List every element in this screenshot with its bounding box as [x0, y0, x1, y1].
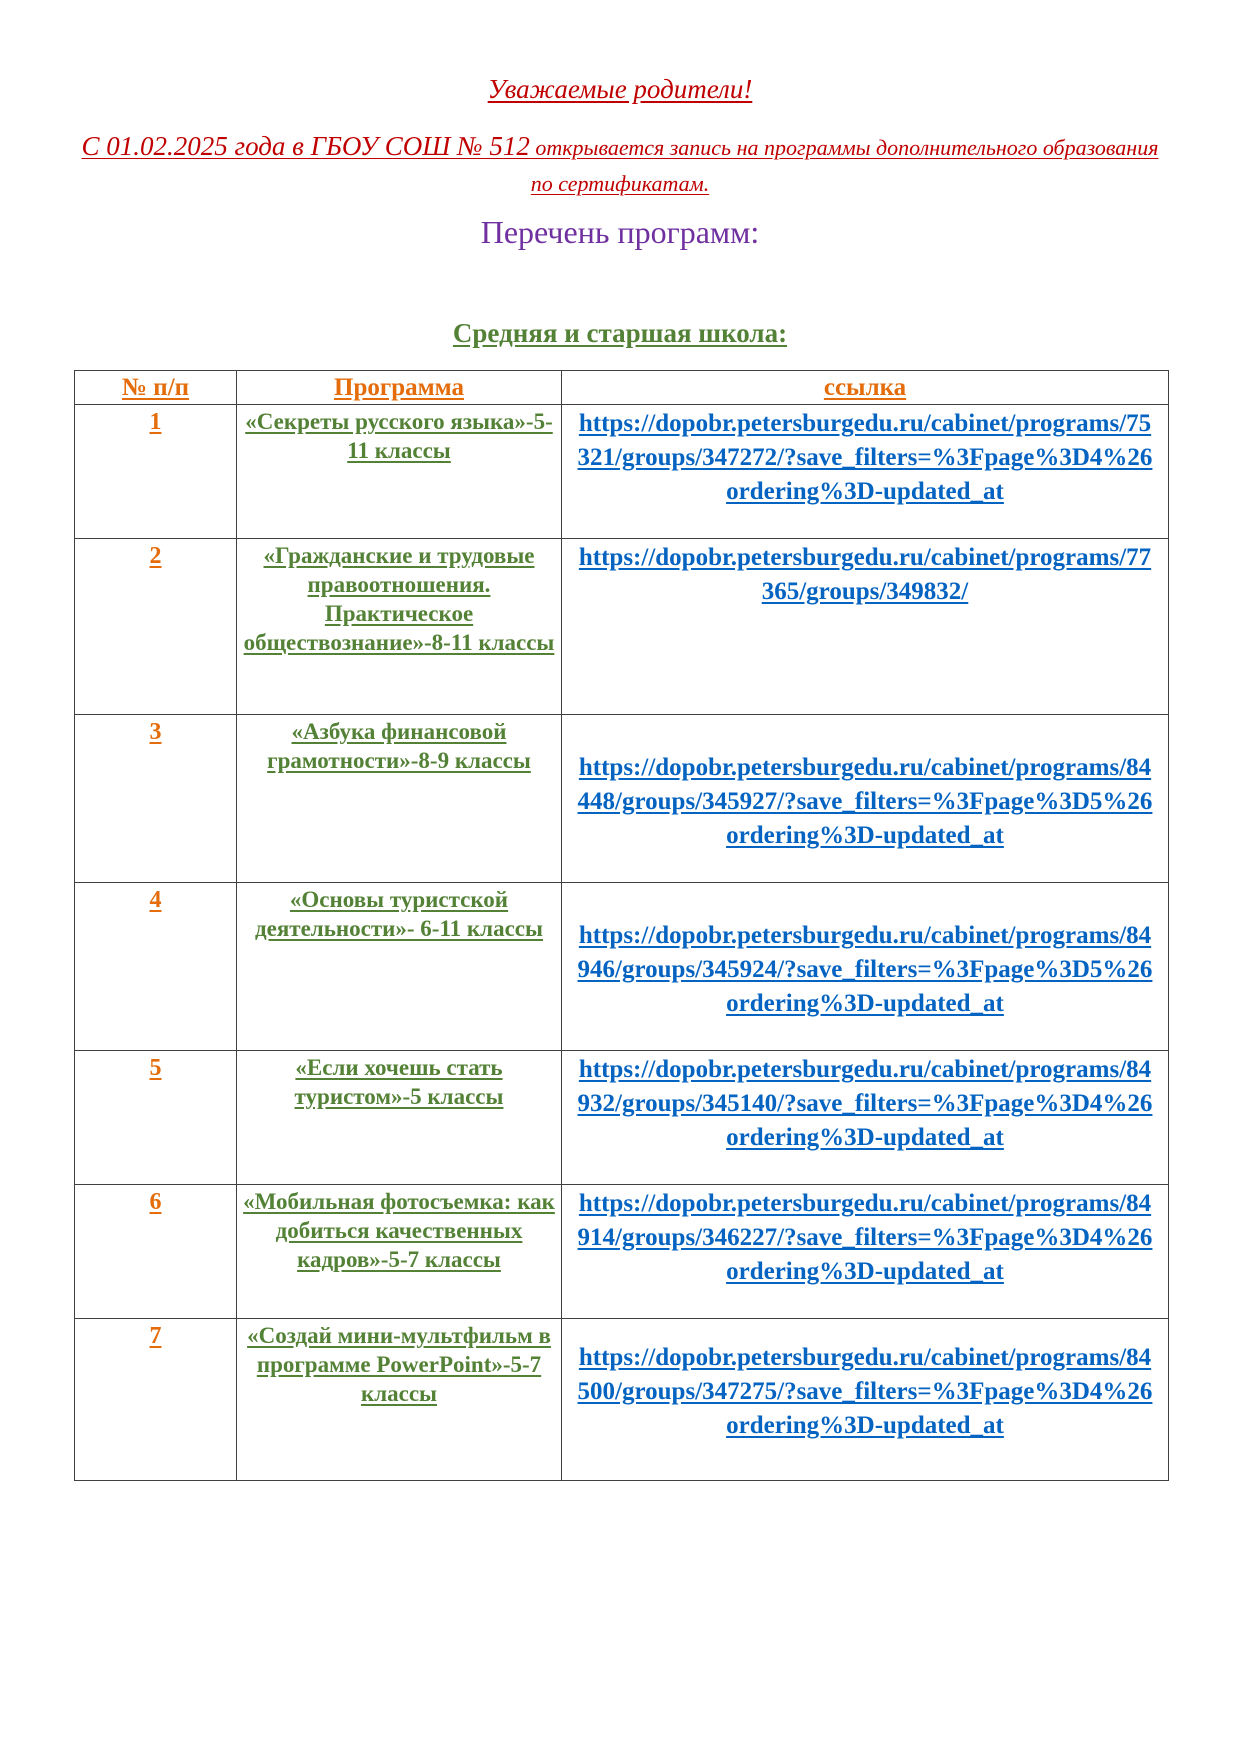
row-number: 4 [149, 887, 162, 913]
program-link-cell [562, 1185, 1169, 1319]
row-number-cell [75, 1319, 237, 1481]
program-link[interactable]: https://dopobr.petersburgedu.ru/cabinet/programs/84500/groups/347275/?save_filters=%3Fpage%3D4%26ordering%3D-updated_at [577, 1344, 1153, 1439]
table-row [75, 539, 1169, 715]
table-row [75, 1051, 1169, 1185]
program-name: «Основы туристской деятельности»- 6-11 классы [255, 887, 543, 941]
column-header-program: Программа [237, 371, 562, 405]
program-link-cell [562, 715, 1169, 883]
program-name-cell [237, 883, 562, 1051]
row-number: 5 [149, 1055, 162, 1081]
program-name: «Азбука финансовой грамотности»-8-9 классы [267, 719, 531, 773]
table-row [75, 883, 1169, 1051]
row-number-cell [75, 1185, 237, 1319]
program-name-cell [237, 1319, 562, 1481]
program-list-title: Перечень программ: [480, 214, 760, 250]
program-name: «Мобильная фотосъемка: как добиться качественных кадров»-5-7 классы [243, 1189, 555, 1272]
row-number: 2 [149, 543, 162, 569]
link-spacer [574, 717, 1156, 751]
program-name: «Если хочешь стать туристом»-5 классы [294, 1055, 504, 1109]
row-number-cell [75, 539, 237, 715]
row-number: 7 [149, 1323, 162, 1349]
link-spacer [574, 1321, 1156, 1341]
row-number-cell [75, 405, 237, 539]
row-number-cell [75, 715, 237, 883]
program-link-cell [562, 405, 1169, 539]
row-number-cell [75, 1051, 237, 1185]
section-title: Средняя и старшая школа: [452, 318, 788, 348]
program-name: «Создай мини-мультфильм в программе PowerPoint»-5-7 классы [247, 1323, 551, 1406]
programs-table [74, 370, 1169, 1481]
link-spacer [574, 885, 1156, 919]
program-link-cell [562, 883, 1169, 1051]
column-header-link: ссылка [562, 371, 1169, 405]
row-number: 6 [149, 1189, 162, 1215]
program-link[interactable]: https://dopobr.petersburgedu.ru/cabinet/programs/84946/groups/345924/?save_filters=%3Fpage%3D5%26ordering%3D-updated_at [577, 922, 1153, 1017]
table-row [75, 1319, 1169, 1481]
intro-paragraph [80, 130, 1160, 203]
row-number-cell [75, 883, 237, 1051]
program-link[interactable]: https://dopobr.petersburgedu.ru/cabinet/programs/84914/groups/346227/?save_filters=%3Fpage%3D4%26ordering%3D-updated_at [577, 1190, 1153, 1285]
greeting-heading: Уважаемые родители! [487, 74, 753, 104]
program-link[interactable]: https://dopobr.petersburgedu.ru/cabinet/programs/84932/groups/345140/?save_filters=%3Fpage%3D4%26ordering%3D-updated_at [577, 1056, 1153, 1151]
table-row [75, 1185, 1169, 1319]
program-name-cell [237, 539, 562, 715]
program-name-cell [237, 1185, 562, 1319]
column-header-number: № п/п [75, 371, 237, 405]
program-link[interactable]: https://dopobr.petersburgedu.ru/cabinet/programs/84448/groups/345927/?save_filters=%3Fpage%3D5%26ordering%3D-updated_at [577, 754, 1153, 849]
program-link-cell [562, 539, 1169, 715]
program-name-cell [237, 405, 562, 539]
row-number: 1 [149, 409, 162, 435]
table-header-row [75, 371, 1169, 405]
table-row [75, 715, 1169, 883]
program-name-cell [237, 715, 562, 883]
program-name: «Гражданские и трудовые правоотношения. Практическое обществознание»-8-11 классы [243, 543, 555, 655]
program-name: «Секреты русского языка»-5-11 классы [245, 409, 553, 463]
program-link[interactable]: https://dopobr.petersburgedu.ru/cabinet/programs/77365/groups/349832/ [578, 544, 1152, 605]
table-row [75, 405, 1169, 539]
intro-rest: открывается запись на программы дополнительного образования по сертификатам. [529, 135, 1159, 196]
program-link-cell [562, 1051, 1169, 1185]
program-link-cell [562, 1319, 1169, 1481]
row-number: 3 [149, 719, 162, 745]
program-link[interactable]: https://dopobr.petersburgedu.ru/cabinet/programs/75321/groups/347272/?save_filters=%3Fpage%3D4%26ordering%3D-updated_at [577, 410, 1153, 505]
program-name-cell [237, 1051, 562, 1185]
intro-lead: С 01.02.2025 года в ГБОУ СОШ № 512 [81, 131, 530, 161]
